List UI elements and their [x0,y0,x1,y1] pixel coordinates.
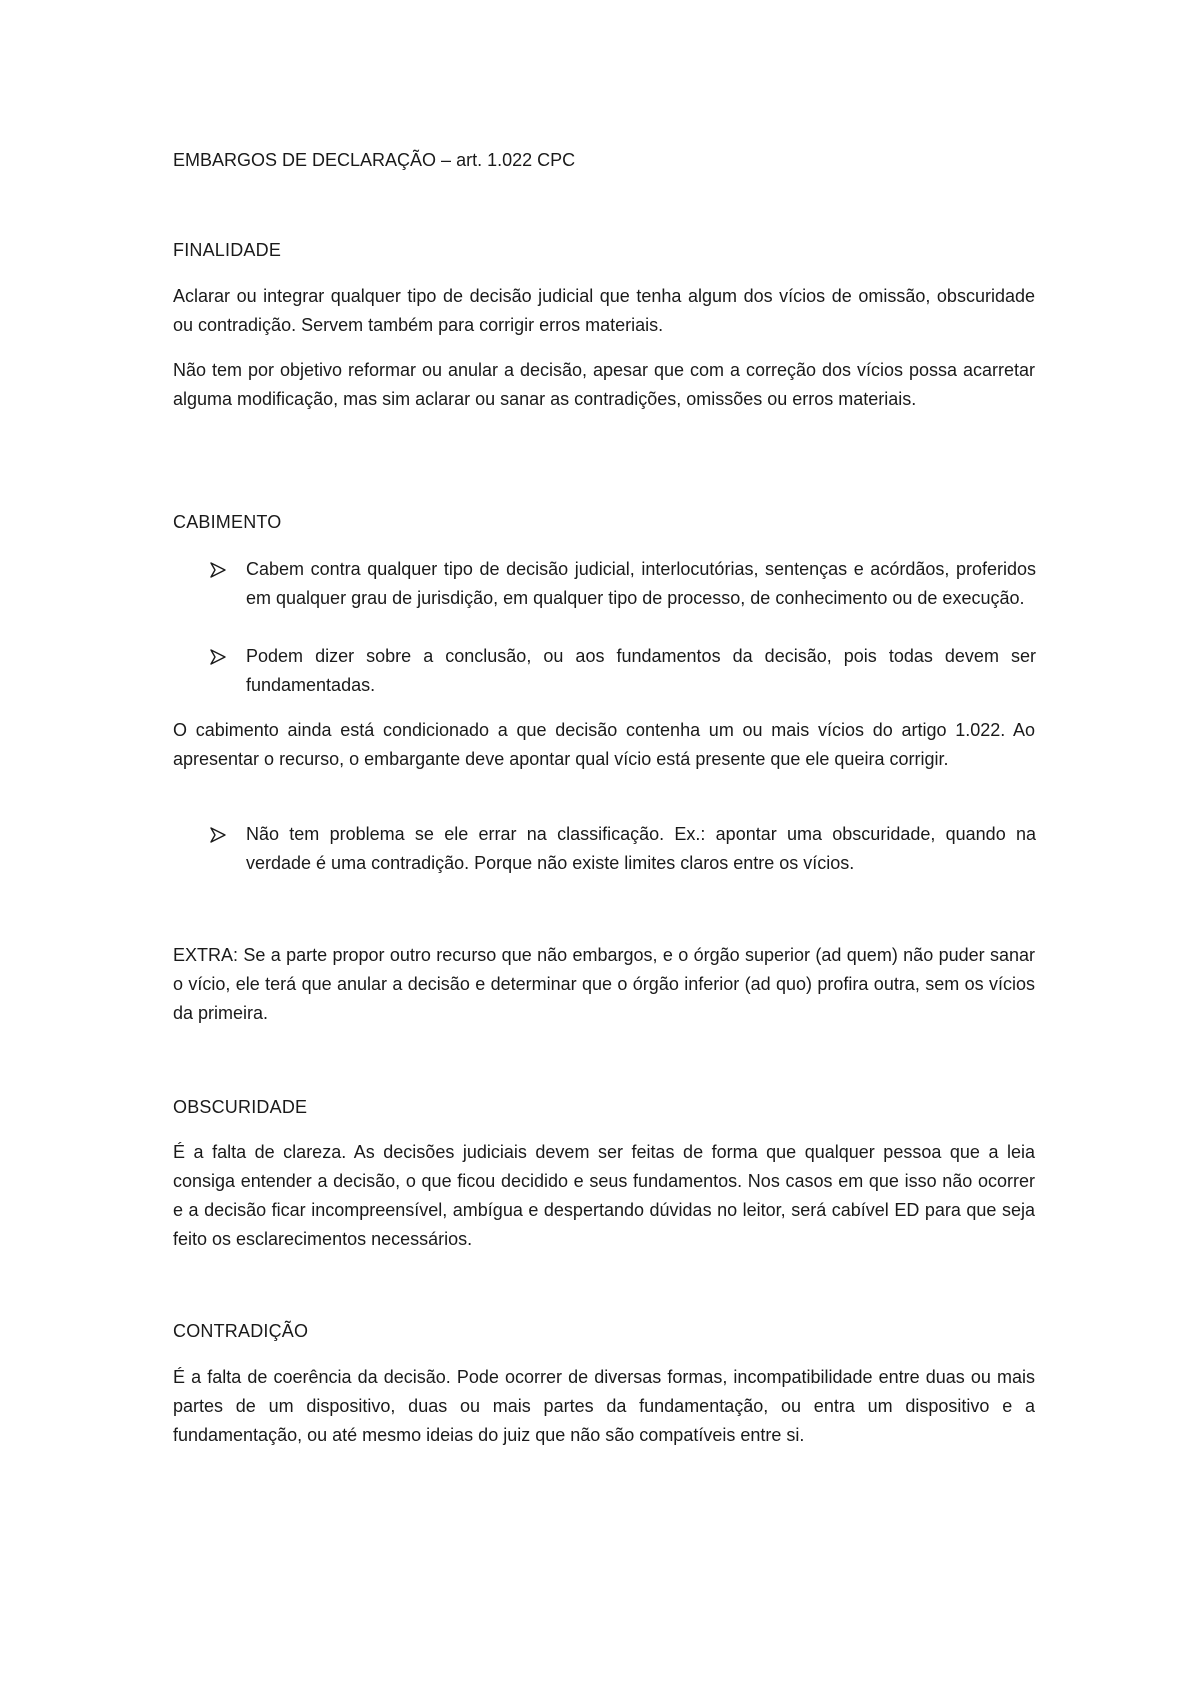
arrowhead-bullet-icon [210,562,226,578]
cabimento-bullet-2: Podem dizer sobre a conclusão, ou aos fundamentos da decisão, pois todas devem ser fundamentadas. [246,646,1036,695]
contradicao-paragraph: É a falta de coerência da decisão. Pode ocorrer de diversas formas, incompatibilidade entre duas ou mais partes de um dispositivo, duas ou mais partes da fundamentação, ou entra um dispositivo e a fundamentação, ou até mesmo ideias do juiz que não são compatíveis entre si. [173,1367,1035,1445]
cabimento-paragraph: O cabimento ainda está condicionado a que decisão contenha um ou mais vícios do artigo 1.022. Ao apresentar o recurso, o embargante deve apontar qual vício está presente que ele queira corrigir. [173,720,1035,769]
list-item [210,642,1036,702]
heading-contradicao: CONTRADIÇÃO [173,1321,309,1341]
heading-finalidade: FINALIDADE [173,240,282,260]
extra-paragraph: EXTRA: Se a parte propor outro recurso que não embargos, e o órgão superior (ad quem) não puder sanar o vício, ele terá que anular a decisão e determinar que o órgão inferior (ad quo) profira outra, sem os vícios da primeira. [173,945,1035,1023]
arrowhead-bullet-icon [210,827,226,843]
finalidade-paragraph-2: Não tem por objetivo reformar ou anular a decisão, apesar que com a correção dos vícios possa acarretar alguma modificação, mas sim aclarar ou sanar as contradições, omissões ou erros materiais. [173,360,1035,409]
list-item [210,555,1036,645]
arrowhead-bullet-icon [210,649,226,665]
document-title: EMBARGOS DE DECLARAÇÃO – art. 1.022 CPC [173,150,576,170]
cabimento-bullet-3: Não tem problema se ele errar na classificação. Ex.: apontar uma obscuridade, quando na verdade é uma contradição. Porque não existe limites claros entre os vícios. [246,824,1036,873]
heading-obscuridade: OBSCURIDADE [173,1097,308,1117]
heading-cabimento: CABIMENTO [173,512,282,532]
finalidade-paragraph-1: Aclarar ou integrar qualquer tipo de decisão judicial que tenha algum dos vícios de omissão, obscuridade ou contradição. Servem também para corrigir erros materiais. [173,286,1035,335]
cabimento-bullet-1: Cabem contra qualquer tipo de decisão judicial, interlocutórias, sentenças e acórdãos, proferidos em qualquer grau de jurisdição, em qualquer tipo de processo, de conhecimento ou de execução. [246,559,1036,608]
obscuridade-paragraph: É a falta de clareza. As decisões judiciais devem ser feitas de forma que qualquer pessoa que a leia consiga entender a decisão, o que ficou decidido e seus fundamentos. Nos casos em que isso não ocorrer e a decisão ficar incompreensível, ambígua e despertando dúvidas no leitor, será cabível ED para que seja feito os esclarecimentos necessários. [173,1142,1035,1249]
list-item [210,820,1036,880]
